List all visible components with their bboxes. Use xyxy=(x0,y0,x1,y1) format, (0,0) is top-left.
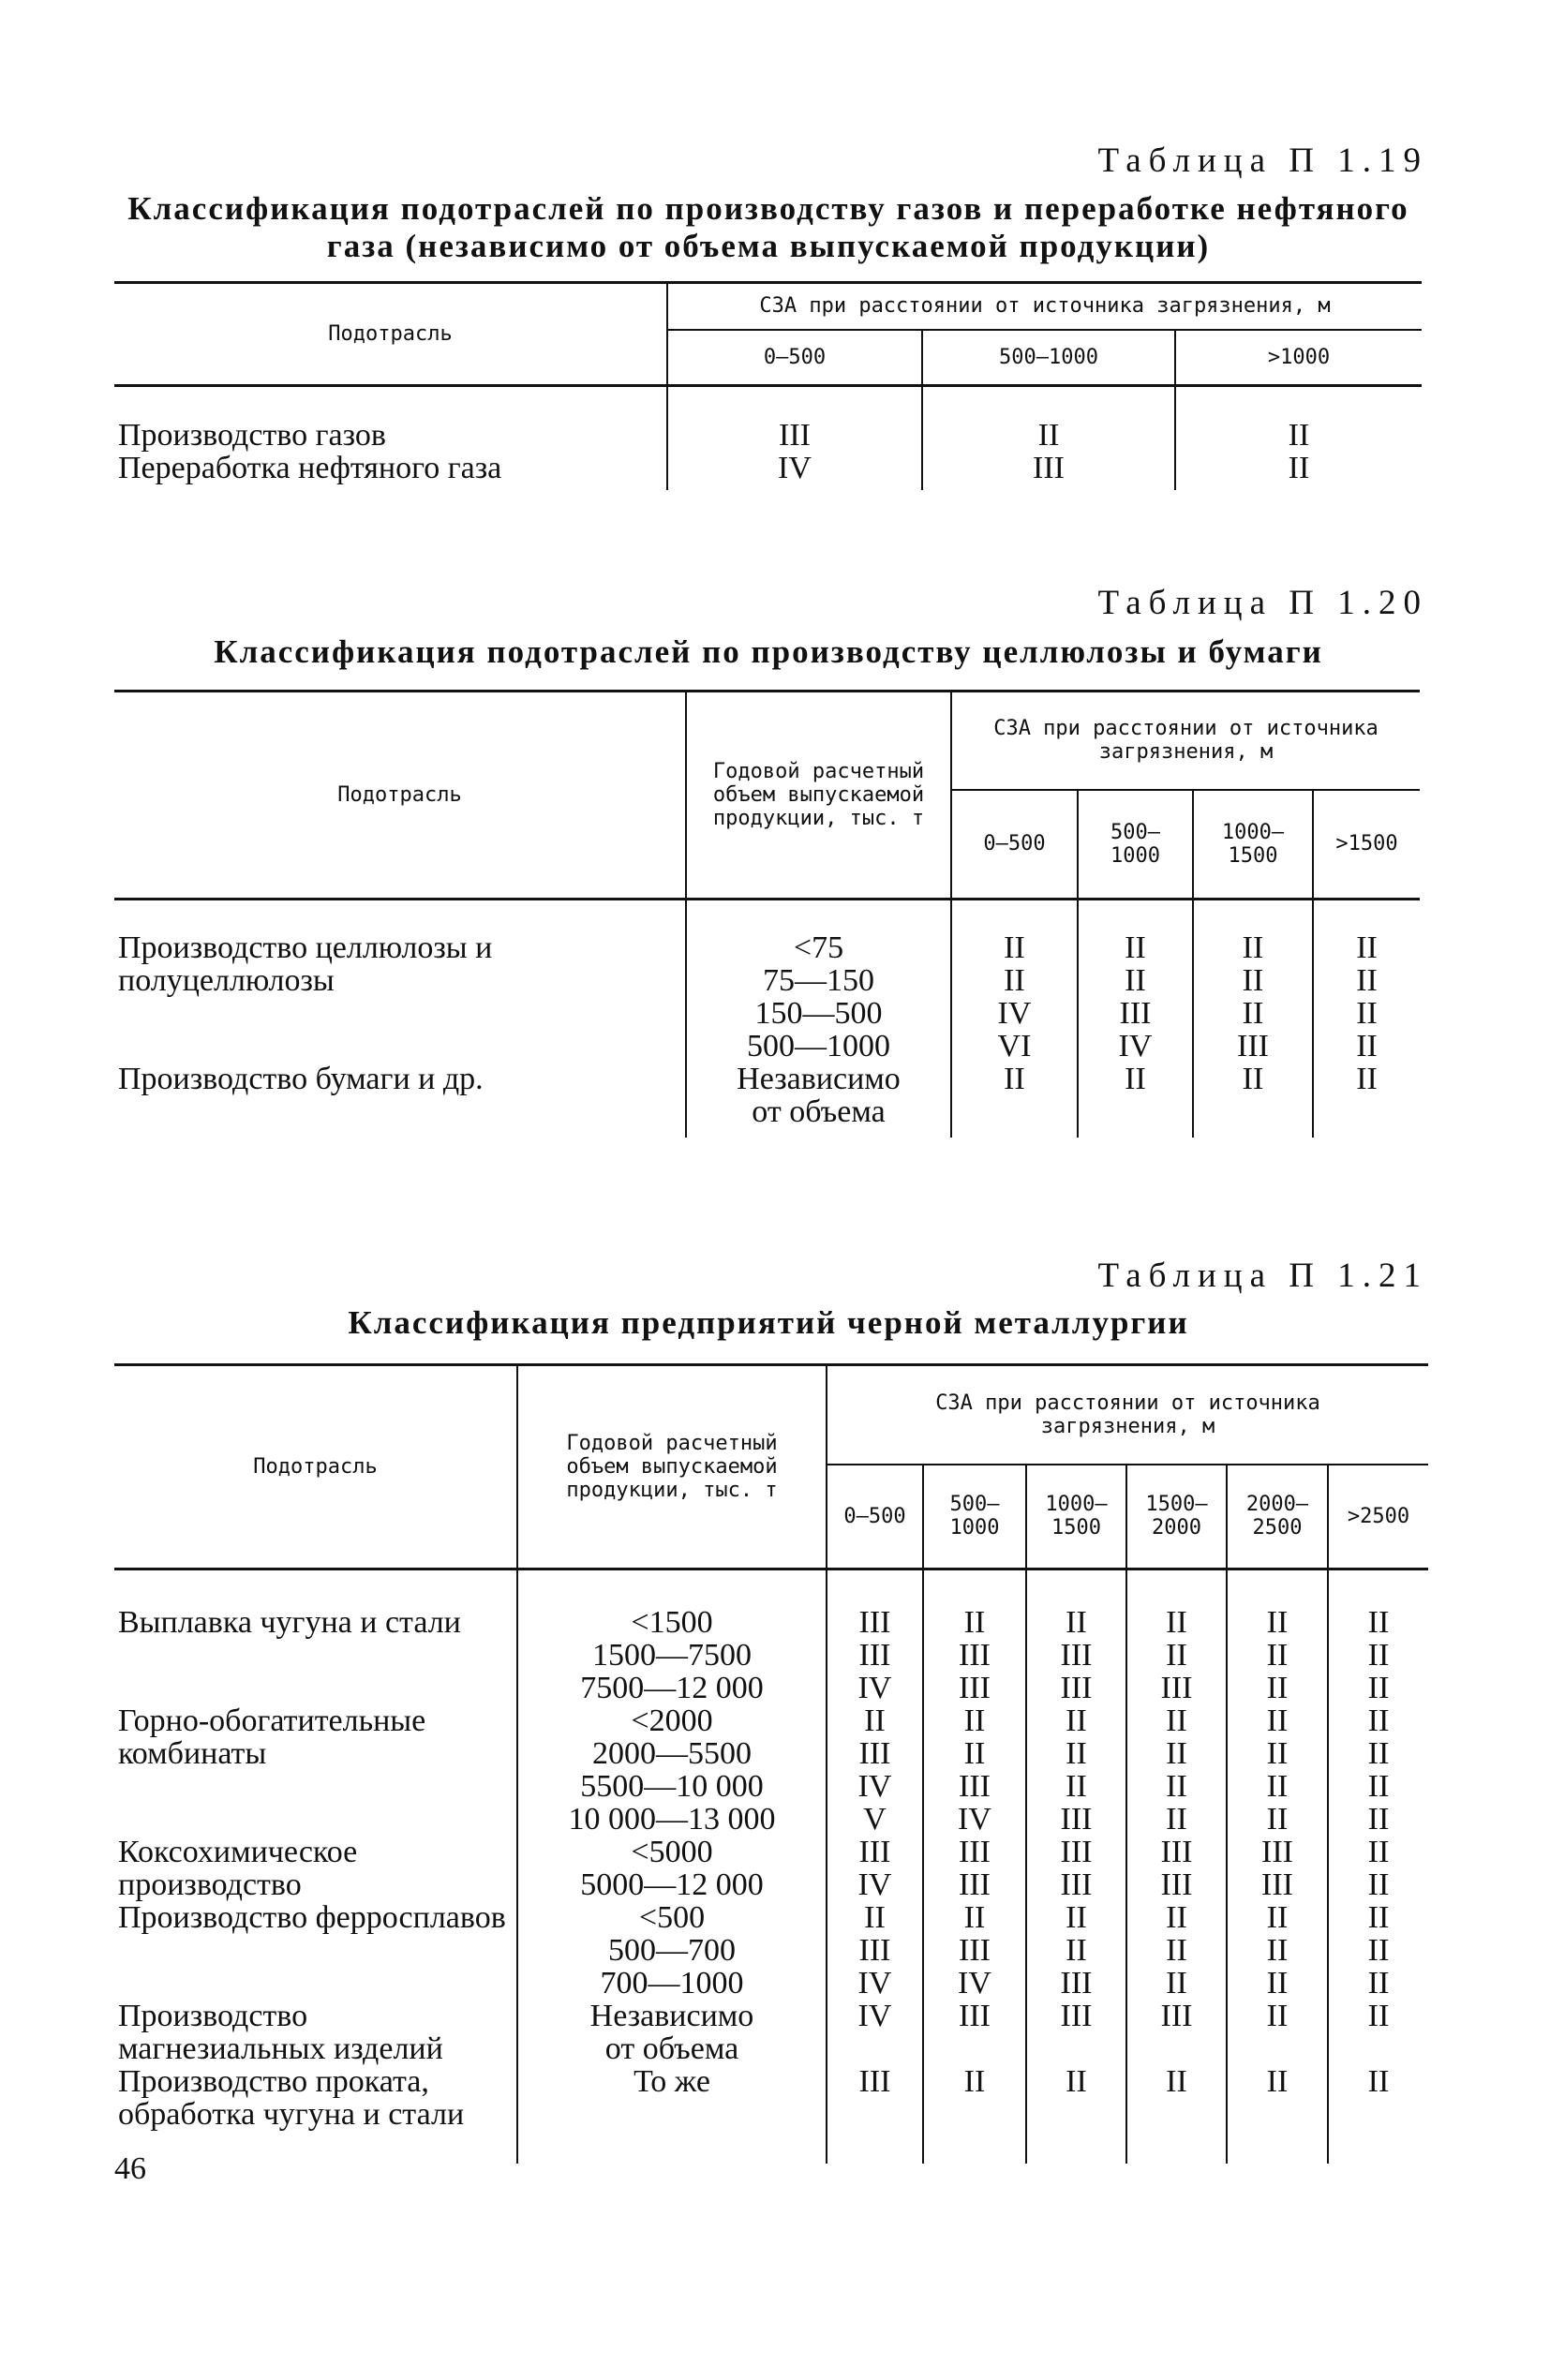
table-121-cell: III xyxy=(1060,1966,1093,2001)
table-121-cell: III xyxy=(1060,1867,1093,1902)
table-121-cell: II xyxy=(1367,2064,1390,2099)
table-120-cell: VI xyxy=(997,1029,1032,1064)
table-121-volume: 5000—12 000 xyxy=(580,1867,764,1902)
table-121-cell: II xyxy=(1266,1999,1289,2033)
table-121-cell: II xyxy=(1166,1638,1187,1673)
table-121-cell: III xyxy=(1160,1671,1193,1705)
table-120 xyxy=(114,690,1420,1138)
table-121-row-name: Производство проката, обработка чугуна и стали xyxy=(118,2065,465,2132)
table-121-head-subbranch: Подотрасль xyxy=(114,1365,517,1569)
table-121-volume: 500—700 xyxy=(608,1933,736,1968)
table-120-cell: II xyxy=(1242,963,1264,998)
table-121-cell: II xyxy=(963,1900,986,1935)
table-120-col-500-1000 xyxy=(1078,900,1193,1138)
table-120-cell: II xyxy=(1004,1062,1025,1096)
table-121-cell: II xyxy=(1166,1900,1187,1935)
table-121-cell: II xyxy=(1066,1769,1087,1804)
table-120-cell: II xyxy=(1242,996,1264,1031)
table-121-cell: II xyxy=(963,1703,986,1738)
table-121-cell: II xyxy=(1367,1769,1390,1804)
table-120-cell: II xyxy=(1125,1062,1146,1096)
table-121-cell: III xyxy=(959,1867,991,1902)
table-120-volume: от объема xyxy=(752,1094,886,1129)
table-121-cell: III xyxy=(858,2064,891,2099)
table-121-volume-column xyxy=(517,1569,827,2164)
table-120-cell: II xyxy=(1356,1029,1378,1064)
table-121-volume: 1500—7500 xyxy=(592,1638,752,1673)
table-120-cell: II xyxy=(1242,1062,1264,1096)
table-121-volume: 700—1000 xyxy=(600,1966,744,2001)
table-119-title xyxy=(112,190,1424,265)
table-120-volume: 75—150 xyxy=(763,963,874,998)
table-121-head-volume: Годовой расчетный объем выпускаемой продукции, тыс. т xyxy=(517,1365,827,1569)
table-121-cell: II xyxy=(963,1605,986,1640)
table-121-cell: III xyxy=(959,1999,991,2033)
table-121-cell xyxy=(1127,2032,1226,2065)
table-121-cell: II xyxy=(1066,1736,1087,1771)
table-120-row-name: Производство целлюлозы и полуцеллюлозы xyxy=(118,931,493,998)
table-120-cell: IV xyxy=(997,996,1032,1031)
table-121-cell: II xyxy=(1166,1769,1187,1804)
table-121-volume: Независимо xyxy=(589,1999,754,2033)
table-121-cell: II xyxy=(1367,1736,1390,1771)
table-121-cell: III xyxy=(1060,1835,1093,1869)
table-121-col-gt2500 xyxy=(1328,1569,1428,2164)
table-120-head-dist: 1000—1500 xyxy=(1193,790,1313,900)
table-121-cell: III xyxy=(959,1671,991,1705)
table-121-cell: II xyxy=(1367,1933,1390,1968)
table-121-volume: То же xyxy=(633,2064,710,2099)
table-121-cell: II xyxy=(1266,1966,1289,2001)
table-120-cell: IV xyxy=(1118,1029,1153,1064)
table-119-cell: II xyxy=(1288,451,1310,485)
table-121-cell xyxy=(1027,2032,1125,2065)
table-119-head-sza: СЗА при расстоянии от источника загрязнения, м xyxy=(667,283,1422,330)
table-120-head-dist: 500—1000 xyxy=(1078,790,1193,900)
table-120-volume: Независимо xyxy=(737,1062,901,1096)
table-121-cell: II xyxy=(963,2064,986,2099)
table-121-cell: III xyxy=(1060,1671,1093,1705)
table-121-col-1500-2000 xyxy=(1126,1569,1227,2164)
table-121-cell: II xyxy=(1066,1703,1087,1738)
table-121-col-0-500 xyxy=(827,1569,923,2164)
table-121-cell: III xyxy=(858,1835,891,1869)
table-121-cell: III xyxy=(858,1736,891,1771)
table-121-cell: II xyxy=(1266,1802,1289,1837)
table-121-col-2000-2500 xyxy=(1227,1569,1328,2164)
table-121-volume: <1500 xyxy=(631,1605,713,1640)
table-119-col-gt1000 xyxy=(1175,386,1422,491)
table-121-col-1000-1500 xyxy=(1026,1569,1126,2164)
table-121-cell: II xyxy=(1266,1769,1289,1804)
table-120-cell: III xyxy=(1119,996,1152,1031)
table-121-cell: III xyxy=(1160,1999,1193,2033)
table-121-row-name: Выплавка чугуна и стали xyxy=(118,1606,461,1640)
table-119-head-dist: >1000 xyxy=(1175,330,1422,386)
table-121-cell: II xyxy=(1166,1933,1187,1968)
table-121-cell: II xyxy=(1266,1933,1289,1968)
table-121-cell: II xyxy=(1266,1671,1289,1705)
table-121-row-name: Горно-обогатительные комбинаты xyxy=(118,1704,426,1771)
table-120-label: Таблица П 1.20 xyxy=(1097,584,1428,622)
table-121-row-name: Производство ферросплавов xyxy=(118,1901,506,1935)
table-121-volume: <500 xyxy=(638,1900,706,1935)
table-120-head-dist: 0—500 xyxy=(951,790,1078,900)
table-121-cell: II xyxy=(1367,1900,1390,1935)
table-119-cell: III xyxy=(779,418,811,453)
table-121-row-name: Коксохимическое производство xyxy=(118,1836,358,1901)
table-121-title: Классификация предприятий черной металлургии xyxy=(348,1304,1189,1341)
table-119-row-name: Производство газов xyxy=(118,418,386,453)
table-120-subbranch-column xyxy=(114,900,686,1138)
table-121-cell: II xyxy=(1166,1736,1187,1771)
table-121-cell: II xyxy=(1266,1736,1289,1771)
table-121-cell: III xyxy=(1261,1867,1293,1902)
table-120-head-volume: Годовой расчетный объем выпускаемой продукции, тыс. т xyxy=(686,692,951,900)
table-120-cell: II xyxy=(1242,930,1264,965)
table-119-label: Таблица П 1.19 xyxy=(1097,141,1428,180)
table-120-col-0-500 xyxy=(951,900,1078,1138)
table-121-cell: III xyxy=(858,1933,891,1968)
table-121-cell: II xyxy=(1266,1703,1289,1738)
table-121-cell: II xyxy=(1266,1605,1289,1640)
table-120-cell: II xyxy=(1356,963,1378,998)
table-121-head-dist: 2000—2500 xyxy=(1227,1465,1328,1569)
table-121-head-sza: СЗА при расстоянии от источника загрязнения, м xyxy=(827,1365,1428,1465)
table-121-head-dist: >2500 xyxy=(1328,1465,1428,1569)
table-121-cell: II xyxy=(1166,1703,1187,1738)
table-120-volume-column xyxy=(686,900,951,1138)
table-121-cell: II xyxy=(1266,1638,1289,1673)
table-119-cell: II xyxy=(1288,418,1310,453)
table-121-cell: II xyxy=(864,1900,886,1935)
table-119-row-name: Переработка нефтяного газа xyxy=(118,451,502,485)
table-121-cell: IV xyxy=(857,1769,892,1804)
table-121-cell: II xyxy=(1367,1605,1390,1640)
table-121-head-dist: 1500—2000 xyxy=(1126,1465,1227,1569)
table-120-cell: II xyxy=(1356,1062,1378,1096)
table-119-cell: IV xyxy=(778,451,812,485)
table-120-title: Классификация подотраслей по производству целлюлозы и бумаги xyxy=(214,633,1323,670)
table-121-cell: II xyxy=(1266,1900,1289,1935)
table-119-head-subbranch: Подотрасль xyxy=(114,283,667,386)
table-120-cell: II xyxy=(1004,963,1025,998)
table-119-cell: II xyxy=(1037,418,1060,453)
table-121-cell: III xyxy=(959,1933,991,1968)
table-121-cell: II xyxy=(1166,2064,1187,2099)
table-121-cell: III xyxy=(1060,1802,1093,1837)
table-121-cell: III xyxy=(1160,1835,1193,1869)
table-121-cell: II xyxy=(1166,1966,1187,2001)
table-121-cell: II xyxy=(1166,1802,1187,1837)
table-120-cell: II xyxy=(1004,930,1025,965)
table-120-cell: II xyxy=(1356,996,1378,1031)
table-121-cell: II xyxy=(1367,1966,1390,2001)
table-121-cell: IV xyxy=(857,1671,892,1705)
table-121-cell: II xyxy=(1367,1999,1390,2033)
table-120-head-sza: СЗА при расстоянии от источника загрязнения, м xyxy=(951,692,1420,790)
table-120-cell: II xyxy=(1356,930,1378,965)
table-121-cell: II xyxy=(864,1703,886,1738)
table-119-subbranch-column xyxy=(114,386,667,491)
table-121-cell: III xyxy=(1261,1835,1293,1869)
table-121-cell: IV xyxy=(857,1966,892,2001)
table-120-col-gt1500 xyxy=(1313,900,1420,1138)
table-119-title-line1: Классификация подотраслей по производству газов и переработке нефтяного xyxy=(127,190,1409,227)
table-121-row-name: Производство магнезиальных изделий xyxy=(118,2000,443,2065)
table-120-col-1000-1500 xyxy=(1193,900,1313,1138)
table-120-volume: 150—500 xyxy=(754,996,883,1031)
table-121-cell: II xyxy=(1066,1933,1087,1968)
table-121-cell: III xyxy=(1160,1867,1193,1902)
table-121-head-dist: 500—1000 xyxy=(923,1465,1026,1569)
table-121-volume: 5500—10 000 xyxy=(580,1769,764,1804)
table-120-volume: 500—1000 xyxy=(747,1029,890,1064)
table-121-cell: III xyxy=(858,1638,891,1673)
table-121-cell: II xyxy=(1066,2064,1087,2099)
table-119-col-500-1000 xyxy=(922,386,1175,491)
table-121-cell: IV xyxy=(857,1867,892,1902)
table-121-cell: II xyxy=(963,1736,986,1771)
table-121-cell xyxy=(1228,2032,1327,2065)
table-120-cell: II xyxy=(1125,930,1146,965)
table-121-cell: III xyxy=(959,1769,991,1804)
table-121-subbranch-column xyxy=(114,1569,517,2164)
table-121-cell: V xyxy=(863,1802,887,1837)
table-121-volume: от объема xyxy=(604,2031,739,2066)
table-121-cell xyxy=(924,2032,1025,2065)
table-121-cell: IV xyxy=(958,1966,991,2001)
table-121-cell: II xyxy=(1367,1835,1390,1869)
table-121-cell: II xyxy=(1166,1605,1187,1640)
table-121-cell xyxy=(1329,2032,1428,2065)
table-119-head-dist: 0—500 xyxy=(667,330,922,386)
table-119-head-dist: 500—1000 xyxy=(922,330,1175,386)
table-121-cell: III xyxy=(858,1605,891,1640)
table-121-volume: <2000 xyxy=(631,1703,713,1738)
table-121-volume: 2000—5500 xyxy=(592,1736,752,1771)
table-120-head-subbranch: Подотрасль xyxy=(114,692,686,900)
table-121-volume: 7500—12 000 xyxy=(580,1671,764,1705)
page-number: 46 xyxy=(114,2151,146,2186)
table-121-cell: II xyxy=(1367,1867,1390,1902)
table-121 xyxy=(114,1363,1428,2164)
table-121-cell xyxy=(827,2032,922,2065)
table-121-cell: II xyxy=(1066,1605,1087,1640)
table-121-cell: II xyxy=(1367,1638,1390,1673)
table-121-head-dist: 0—500 xyxy=(827,1465,923,1569)
table-121-cell: III xyxy=(959,1835,991,1869)
table-121-head-dist: 1000—1500 xyxy=(1026,1465,1126,1569)
table-119-col-0-500 xyxy=(667,386,922,491)
table-121-cell: II xyxy=(1367,1802,1390,1837)
table-121-cell: II xyxy=(1367,1671,1390,1705)
table-120-cell: III xyxy=(1237,1029,1269,1064)
table-121-volume: <5000 xyxy=(631,1835,713,1869)
table-121-cell: III xyxy=(1060,1999,1093,2033)
table-121-cell: III xyxy=(959,1638,991,1673)
table-119-title-line2: газа (независимо от объема выпускаемой продукции) xyxy=(326,228,1211,264)
table-119 xyxy=(114,281,1422,490)
table-120-row-name: Производство бумаги и др. xyxy=(118,1063,484,1096)
table-121-cell: IV xyxy=(857,1999,892,2033)
table-121-cell: II xyxy=(1266,2064,1289,2099)
table-121-col-500-1000 xyxy=(923,1569,1026,2164)
table-121-cell: II xyxy=(1367,1703,1390,1738)
table-120-head-dist: >1500 xyxy=(1313,790,1420,900)
table-121-cell: II xyxy=(1066,1900,1087,1935)
table-120-cell: II xyxy=(1125,963,1146,998)
table-121-cell: III xyxy=(1060,1638,1093,1673)
table-121-volume: 10 000—13 000 xyxy=(568,1802,776,1837)
table-119-cell: III xyxy=(1033,451,1065,485)
table-121-cell: IV xyxy=(958,1802,991,1837)
table-121-label: Таблица П 1.21 xyxy=(1097,1257,1428,1295)
table-120-volume: <75 xyxy=(793,930,844,965)
